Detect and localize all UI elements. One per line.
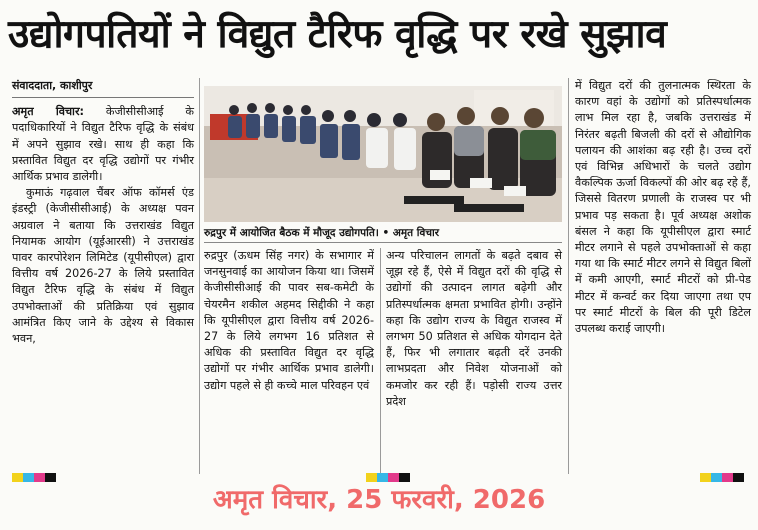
meeting-photo [204,86,562,222]
color-registration-strip [700,473,744,482]
column-divider [568,78,569,474]
paragraph-4: अन्य परिचालन लागतों के बढ़ते दबाव से जूझ रहे हैं, ऐसे में विद्युत दरों की वृद्धि से उद्योगों की उत्पादन लागत बढ़ेगी और प्रतिस्पर्धात्मक क्षमता प्रभावित होगी। उन्होंने कहा कि उद्योग राज्य के विद्युत राजस्व में लगभग 50 प्रतिशत से अधिक योगदान देते हैं, फिर भी लगातार बढ़ती दरें उनकी लाभप्रदता और निवेश योजनाओं को कमजोर कर रही हैं। पड़ोसी राज्य उत्तर प्रदेश [386,249,562,408]
meeting-photo-image [204,86,562,222]
column-1 [12,78,194,347]
color-registration-strip [12,473,56,482]
column-divider [380,248,381,474]
photo-caption: रुद्रपुर में आयोजित बैठक में मौजूद उद्योगपति। • अमृत विचार [204,227,440,239]
color-registration-strip [366,473,410,482]
footer-source-date: अमृत विचार, 25 फरवरी, 2026 [212,485,546,515]
column-2 [204,248,374,394]
lead-paragraph [12,104,194,185]
paragraph-2: कुमाऊं गढ़वाल चैंबर ऑफ कॉमर्स एंड इंडस्ट्री (केजीसीसीआई) के अध्यक्ष पवन अग्रवाल ने बताया कि उत्तराखंड विद्युत नियामक आयोग (यूईआरसी) ने उत्तराखंड पावर कारपोरेशन लिमिटेड (यूपीसीएल) द्वारा वित्तीय वर्ष 2026-27 के लिये प्रस्तावित विद्युत टैरिफ वृद्धि के संबंध में विद्युत उपभोक्ताओं की प्रतिक्रिया एवं सुझाव आमंत्रित किए जाने के उद्देश्य से विकास भवन, [12,186,194,346]
column-3 [386,248,562,410]
byline: संवाददाता, काशीपुर [12,79,93,92]
lead-label: अमृत विचार: [12,105,85,119]
byline-divider [12,97,194,98]
headline: उद्योगपतियों ने विद्युत टैरिफ वृद्धि पर रखे सुझाव [8,12,667,57]
column-divider [199,78,200,474]
column-4 [575,78,751,337]
caption-divider [204,242,562,243]
paragraph-5: में विद्युत दरों की तुलनात्मक स्थिरता के कारण वहां के उद्योगों को प्रतिस्पर्धात्मक लाभ मिल रहा है, जबकि उत्तराखंड में निरंतर बढ़ती बिजली की दरों से औद्योगिक पलायन की आशंका बढ़ रही है। उच्च दरों एवं विभिन्न अधिभारों के चलते उद्योग वैकल्पिक ऊर्जा विकल्पों की ओर बढ़ रहे हैं, जिससे वितरण प्रणाली के राजस्व पर भी प्रभाव पड़ सकता है। पूर्व अध्यक्ष अशोक बंसल ने कहा कि यूपीसीएल द्वारा स्मार्ट मीटर लगाने से पहले उपभोक्ताओं से कहा गया था कि स्मार्ट मीटर लगने से विद्युत बिलों में कमी आएगी, स्मार्ट मीटरों को प्री-पेड मीटर में कन्वर्ट कर दिया जाएगा तथा एप पर स्मार्ट मीटरों के बिल की पूरी डिटेल उपलब्ध कराई जाएगी। [575,79,751,336]
paragraph-3: रुद्रपुर (ऊधम सिंह नगर) के सभागार में जनसुनवाई का आयोजन किया था। जिसमें केजीसीसीआई की पावर सब-कमेटी के चेयरमैन शकील अहमद सिद्दीकी ने कहा कि यूपीसीएल द्वारा वित्तीय वर्ष 2026-27 के लिये लगभग 16 प्रतिशत से अधिक की प्रस्तावित विद्युत दर वृद्धि उद्योगों पर गंभीर आर्थिक प्रभाव डालेगी। उद्योग पहले से ही कच्चे माल परिवहन एवं [204,249,374,392]
lead-text: केजीसीसीआई के पदाधिकारियों ने विद्युत टैरिफ वृद्धि के संबंध में अपने सुझाव रखे। साथ ही कहा कि प्रस्तावित विद्युत दर वृद्धि उद्योगों पर गंभीर आर्थिक प्रभाव डालेगी। [12,105,195,184]
